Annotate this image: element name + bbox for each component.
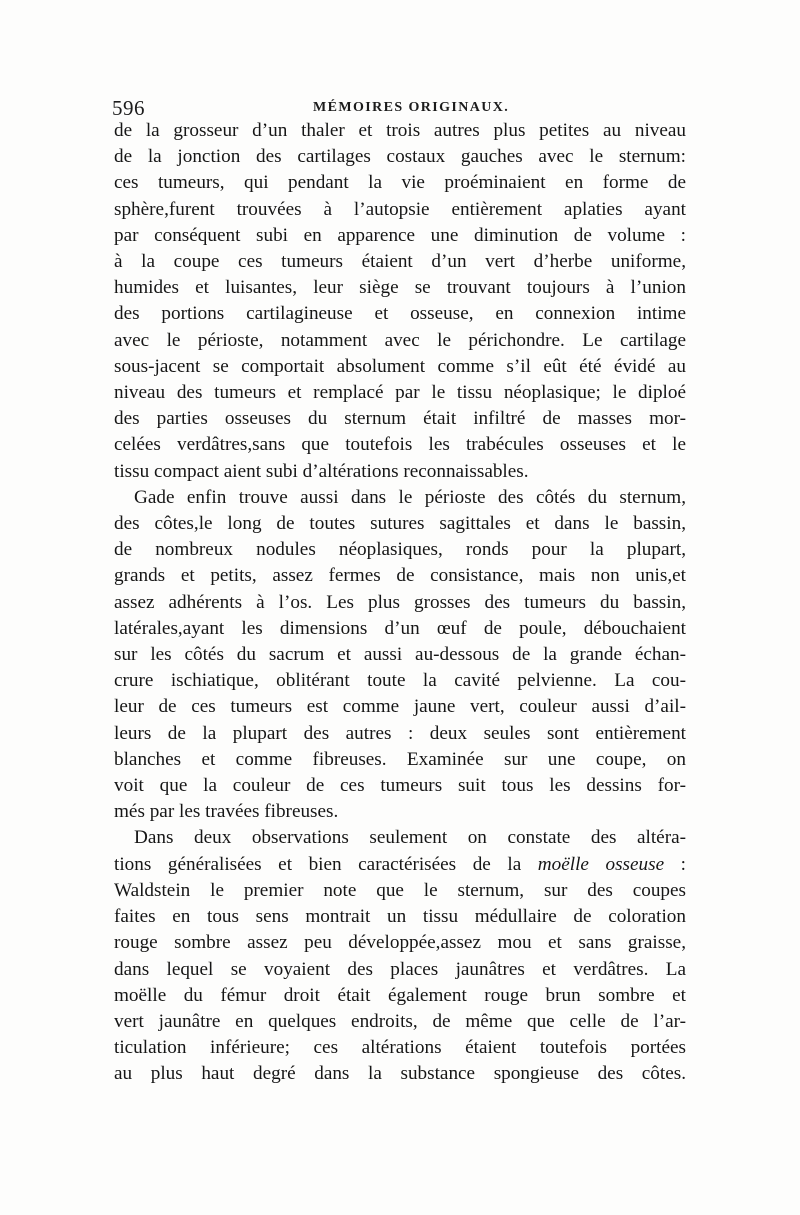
text-line-with-italic: [114, 852, 686, 878]
text-line: de la jonction des cartilages costaux gauches avec le sternum:: [114, 146, 686, 168]
text-line: dans lequel se voyaient des places jaunâtres et verdâtres. La: [114, 958, 686, 980]
page-number: 596: [112, 96, 145, 120]
text-line: avec le périoste, notamment avec le périchondre. Le cartilage: [114, 329, 686, 351]
text-line: à la coupe ces tumeurs étaient d’un vert d’herbe uniforme,: [114, 251, 686, 273]
text-line: des portions cartilagineuse et osseuse, en connexion intime: [114, 303, 686, 325]
text-line: celées verdâtres,sans que toutefois les trabécules osseuses et le: [114, 434, 686, 456]
text-line: tissu compact aient subi d’altérations reconnaissables.: [114, 460, 529, 482]
text-line: des côtes,le long de toutes sutures sagittales et dans le bassin,: [114, 513, 686, 535]
text-line: Waldstein le premier note que le sternum, sur des coupes: [114, 879, 686, 901]
text-line: de nombreux nodules néoplasiques, ronds pour la plupart,: [114, 539, 686, 561]
text-line: moëlle du fémur droit était également rouge brun sombre et: [114, 984, 686, 1006]
text-line: sous-jacent se comportait absolument comme s’il eût été évidé au: [114, 355, 686, 377]
text-line: ces tumeurs, qui pendant la vie proéminaient en forme de: [114, 172, 686, 194]
text-line: grands et petits, assez fermes de consistance, mais non unis,et: [114, 565, 686, 587]
italic-term: moëlle osseuse: [537, 853, 665, 875]
text-line: des parties osseuses du sternum était infiltré de masses mor-: [114, 408, 686, 430]
text-line: blanches et comme fibreuses. Examinée sur une coupe, on: [114, 748, 686, 770]
text-line: assez adhérents à l’os. Les plus grosses des tumeurs du bassin,: [114, 591, 686, 613]
text-line: vert jaunâtre en quelques endroits, de même que celle de l’ar-: [114, 1010, 686, 1032]
text-line: Dans deux observations seulement on constate des altéra-: [134, 827, 686, 849]
body-text: [114, 118, 686, 1088]
text-line: sur les côtés du sacrum et aussi au-dessous de la grande échan-: [114, 644, 686, 666]
text-line: més par les travées fibreuses.: [114, 801, 339, 823]
text-line: leurs de la plupart des autres : deux seules sont entièrement: [114, 722, 686, 744]
text-line: Gade enfin trouve aussi dans le périoste des côtés du sternum,: [134, 486, 686, 508]
text-line: crure ischiatique, oblitérant toute la cavité pelvienne. La cou-: [114, 670, 686, 692]
text-line: faites en tous sens montrait un tissu médullaire de coloration: [114, 906, 686, 928]
text-line: niveau des tumeurs et remplacé par le tissu néoplasique; le diploé: [114, 382, 686, 404]
text-line: latérales,ayant les dimensions d’un œuf de poule, débouchaient: [114, 617, 686, 639]
text-line: ticulation inférieure; ces altérations étaient toutefois portées: [114, 1037, 686, 1059]
text-line-start: tions généralisées et bien caractérisées de la: [114, 853, 522, 875]
text-line: leur de ces tumeurs est comme jaune vert, couleur aussi d’ail-: [114, 696, 686, 718]
text-line: par conséquent subi en apparence une diminution de volume :: [114, 224, 686, 246]
running-head: MÉMOIRES ORIGINAUX.: [313, 100, 510, 115]
text-line: de la grosseur d’un thaler et trois autres plus petites au niveau: [114, 120, 686, 141]
text-line-end: :: [664, 853, 686, 875]
text-line: sphère,furent trouvées à l’autopsie entièrement aplaties ayant: [114, 198, 686, 220]
text-line: voit que la couleur de ces tumeurs suit tous les dessins for-: [114, 775, 686, 797]
text-line: rouge sombre assez peu développée,assez mou et sans graisse,: [114, 932, 686, 954]
text-line: humides et luisantes, leur siège se trouvant toujours à l’union: [114, 277, 686, 299]
text-line: au plus haut degré dans la substance spongieuse des côtes.: [114, 1063, 686, 1085]
